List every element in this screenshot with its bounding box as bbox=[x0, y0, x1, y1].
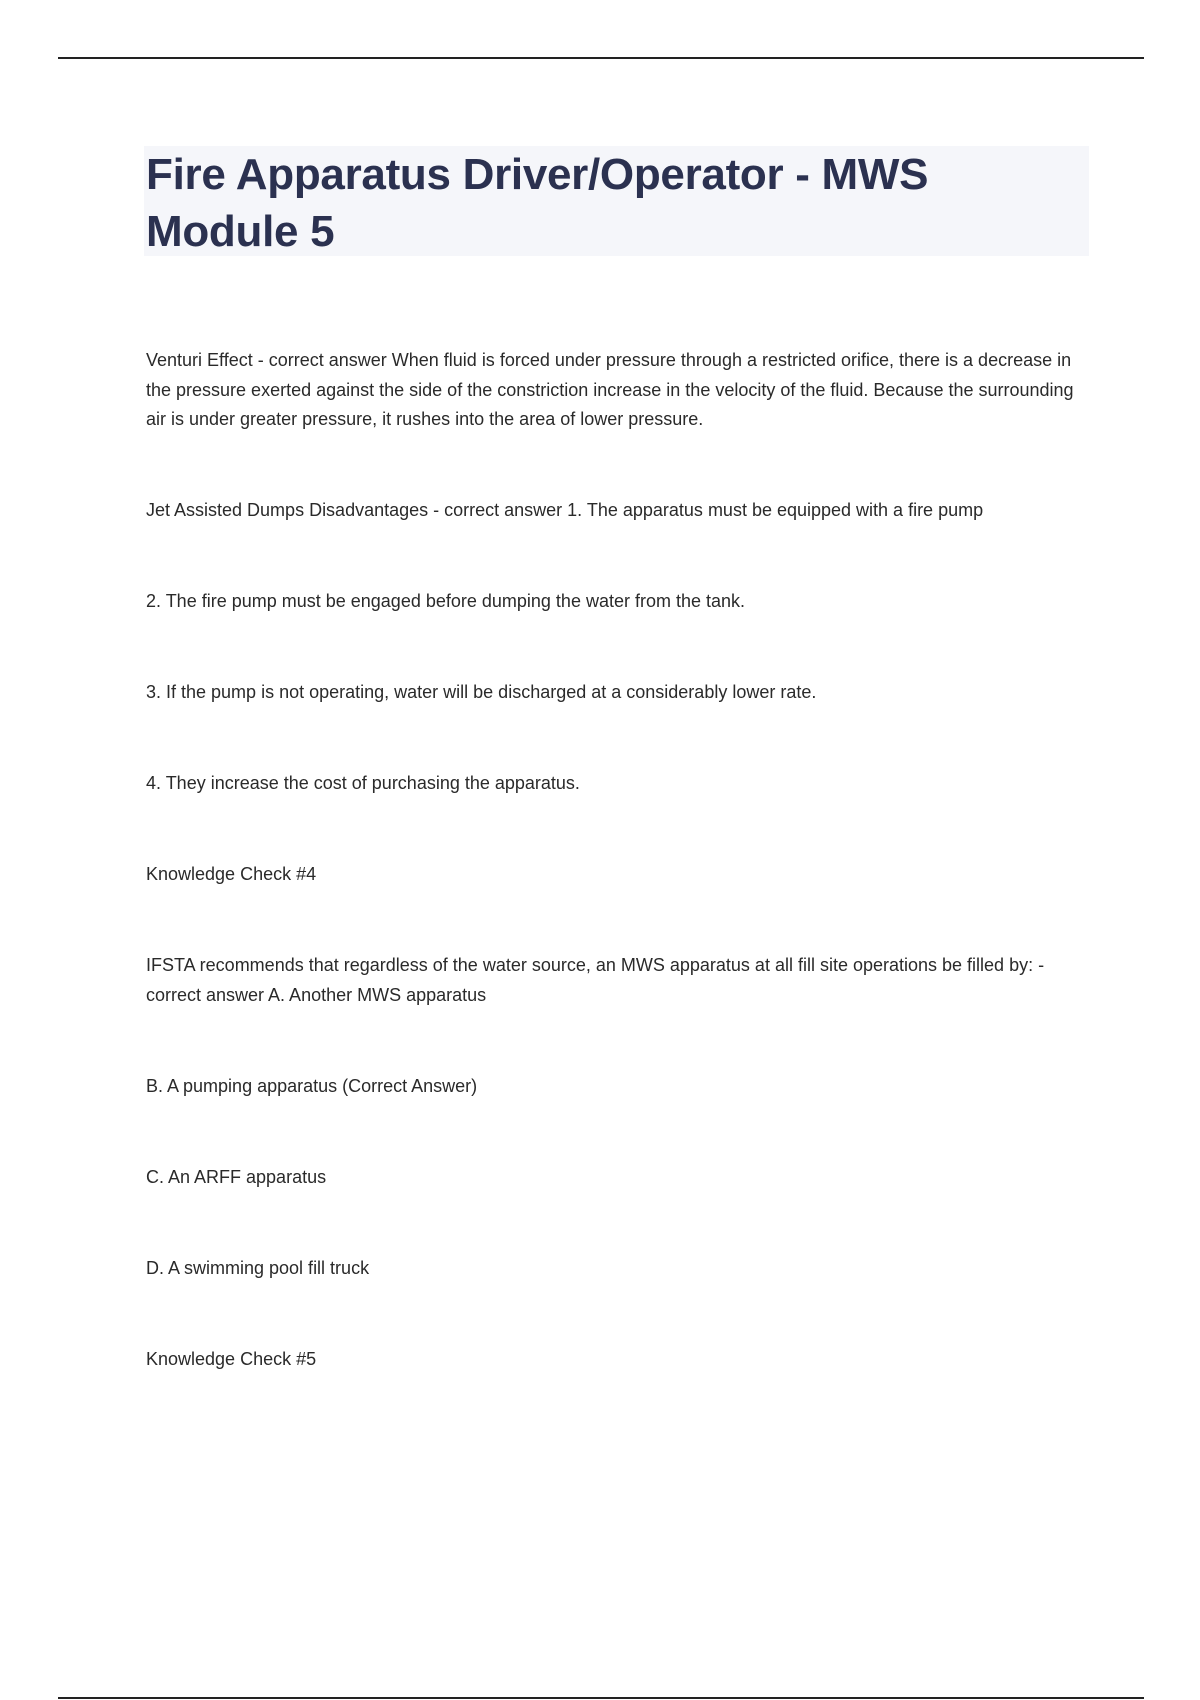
header-rule bbox=[58, 57, 1144, 59]
list-item: 3. If the pump is not operating, water will be discharged at a considerably lower rate. bbox=[146, 682, 817, 702]
paragraph-jet-assisted-dumps: Jet Assisted Dumps Disadvantages - correct answer 1. The apparatus must be equipped with a fire pump bbox=[146, 500, 984, 520]
answer-option: C. An ARFF apparatus bbox=[146, 1167, 327, 1187]
knowledge-check-heading: Knowledge Check #4 bbox=[146, 864, 317, 884]
paragraph-venturi-effect: Venturi Effect - correct answer When fluid is forced under pressure through a restricted orifice, there is a decrease in the pressure exerted against the side of the constriction increase in the velocity of the fluid. Because the surrounding air is under greater pressure, it rushes into the area of lower pressure. bbox=[146, 350, 1074, 429]
question-paragraph: IFSTA recommends that regardless of the water source, an MWS apparatus at all fill site operations be filled by: - correct answer A. Another MWS apparatus bbox=[146, 955, 1045, 1005]
knowledge-check-heading: Knowledge Check #5 bbox=[146, 1349, 317, 1369]
document-title: Fire Apparatus Driver/Operator - MWS Module 5 bbox=[146, 150, 929, 256]
list-item: 2. The fire pump must be engaged before dumping the water from the tank. bbox=[146, 591, 746, 611]
answer-option: B. A pumping apparatus (Correct Answer) bbox=[146, 1076, 478, 1096]
list-item: 4. They increase the cost of purchasing the apparatus. bbox=[146, 773, 580, 793]
answer-option: D. A swimming pool fill truck bbox=[146, 1258, 370, 1278]
footer-rule bbox=[58, 1697, 1144, 1699]
title-banner bbox=[144, 146, 1089, 256]
